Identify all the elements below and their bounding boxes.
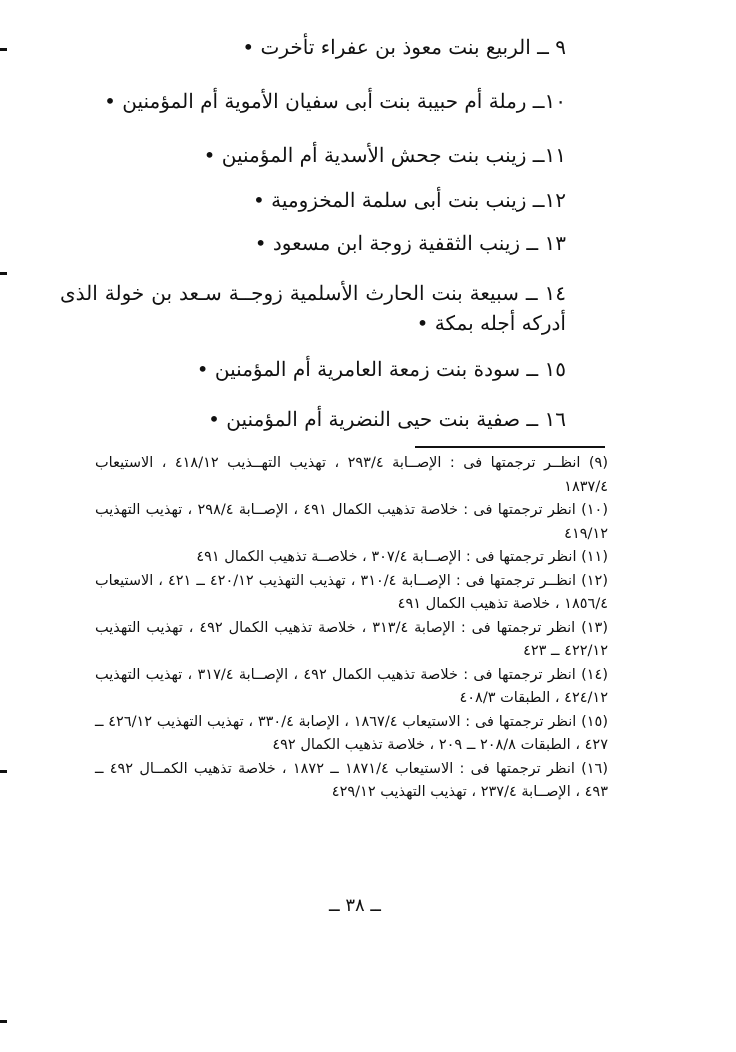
entry-15: ١٥ ــ سودة بنت زمعة العامرية أم المؤمنين • [196,357,566,381]
footnote-16: (١٦) انظر ترجمتها فى : الاستيعاب ١٨٧١/٤ ــ ١٨٧٢ ، خلاصة تذهيب الكمــال ٤٩٢ ــ ٤٩٣ ، الإصــابة ٢٣٧/٤ ، تهذيب التهذيب ٤٢٩/١٢ [95,760,609,800]
margin-mark [0,48,7,51]
entry-11: ١١ــ زينب بنت جحش الأسدية أم المؤمنين • [203,143,566,167]
margin-mark [0,1020,7,1023]
footnote-11: (١١) انظر ترجمتها فى : الإصــابة ٣٠٧/٤ ، خلاصــة تذهيب الكمال ٤٩١ [196,549,608,565]
footnote-9: (٩) انظــر ترجمتها فى : الإصــابة ٢٩٣/٤ ، تهذيب التهــذيب ٤١٨/١٢ ، الاستيعاب ١٨٣٧/٤ [95,455,608,495]
page-number: ــ ٣٨ ــ [329,895,381,916]
footnote-12: (١٢) انظــر ترجمتها فى : الإصــابة ٣١٠/٤ ، تهذيب التهذيب ٤٢٠/١٢ ــ ٤٢١ ، الاستيعاب ١٨٥٦/٤ ، خلاصة تذهيب الكمال ٤٩١ [95,572,608,612]
margin-mark [0,770,7,773]
footnote-13: (١٣) انظر ترجمتها فى : الإصابة ٣١٣/٤ ، خلاصة تذهيب الكمال ٤٩٢ ، تهذيب التهذيب ٤٢٢/١٢ ــ ٤٢٣ [95,619,609,659]
entry-16: ١٦ ــ صفية بنت حيى النضرية أم المؤمنين • [208,407,566,431]
entry-9: ٩ ــ الربيع بنت معوذ بن عفراء تأخرت • [242,35,566,59]
margin-mark [0,272,7,275]
footnote-15: (١٥) انظر ترجمتها فى : الاستيعاب ١٨٦٧/٤ ، الإصابة ٣٣٠/٤ ، تهذيب التهذيب ٤٢٦/١٢ ــ ٤٢٧ ، الطبقات ٢٠٨/٨ ــ ٢٠٩ ، خلاصة تذهيب الكمال ٤٩٢ [95,713,608,753]
footnotes [95,452,608,805]
entry-12: ١٢ــ زينب بنت أبى سلمة المخزومية • [252,188,566,212]
footnote-separator [415,446,605,448]
entry-10: ١٠ــ رملة أم حبيبة بنت أبى سفيان الأموية أم المؤمنين • [104,89,566,113]
footnote-10: (١٠) انظر ترجمتها فى : خلاصة تذهيب الكمال ٤٩١ ، الإصــابة ٢٩٨/٤ ، تهذيب التهذيب ٤١٩/١٢ [95,502,608,542]
entry-14: ١٤ ــ سبيعة بنت الحارث الأسلمية زوجــة سـعد بن خولة الذى أدركه أجله بمكة • [60,281,566,335]
footnote-14: (١٤) انظر ترجمتها فى : خلاصة تذهيب الكمال ٤٩٢ ، الإصــابة ٣١٧/٤ ، تهذيب التهذيب ٤٢٤/١٢ ، الطبقات ٤٠٨/٣ [95,666,608,706]
entry-13: ١٣ ــ زينب الثقفية زوجة ابن مسعود • [254,231,566,255]
